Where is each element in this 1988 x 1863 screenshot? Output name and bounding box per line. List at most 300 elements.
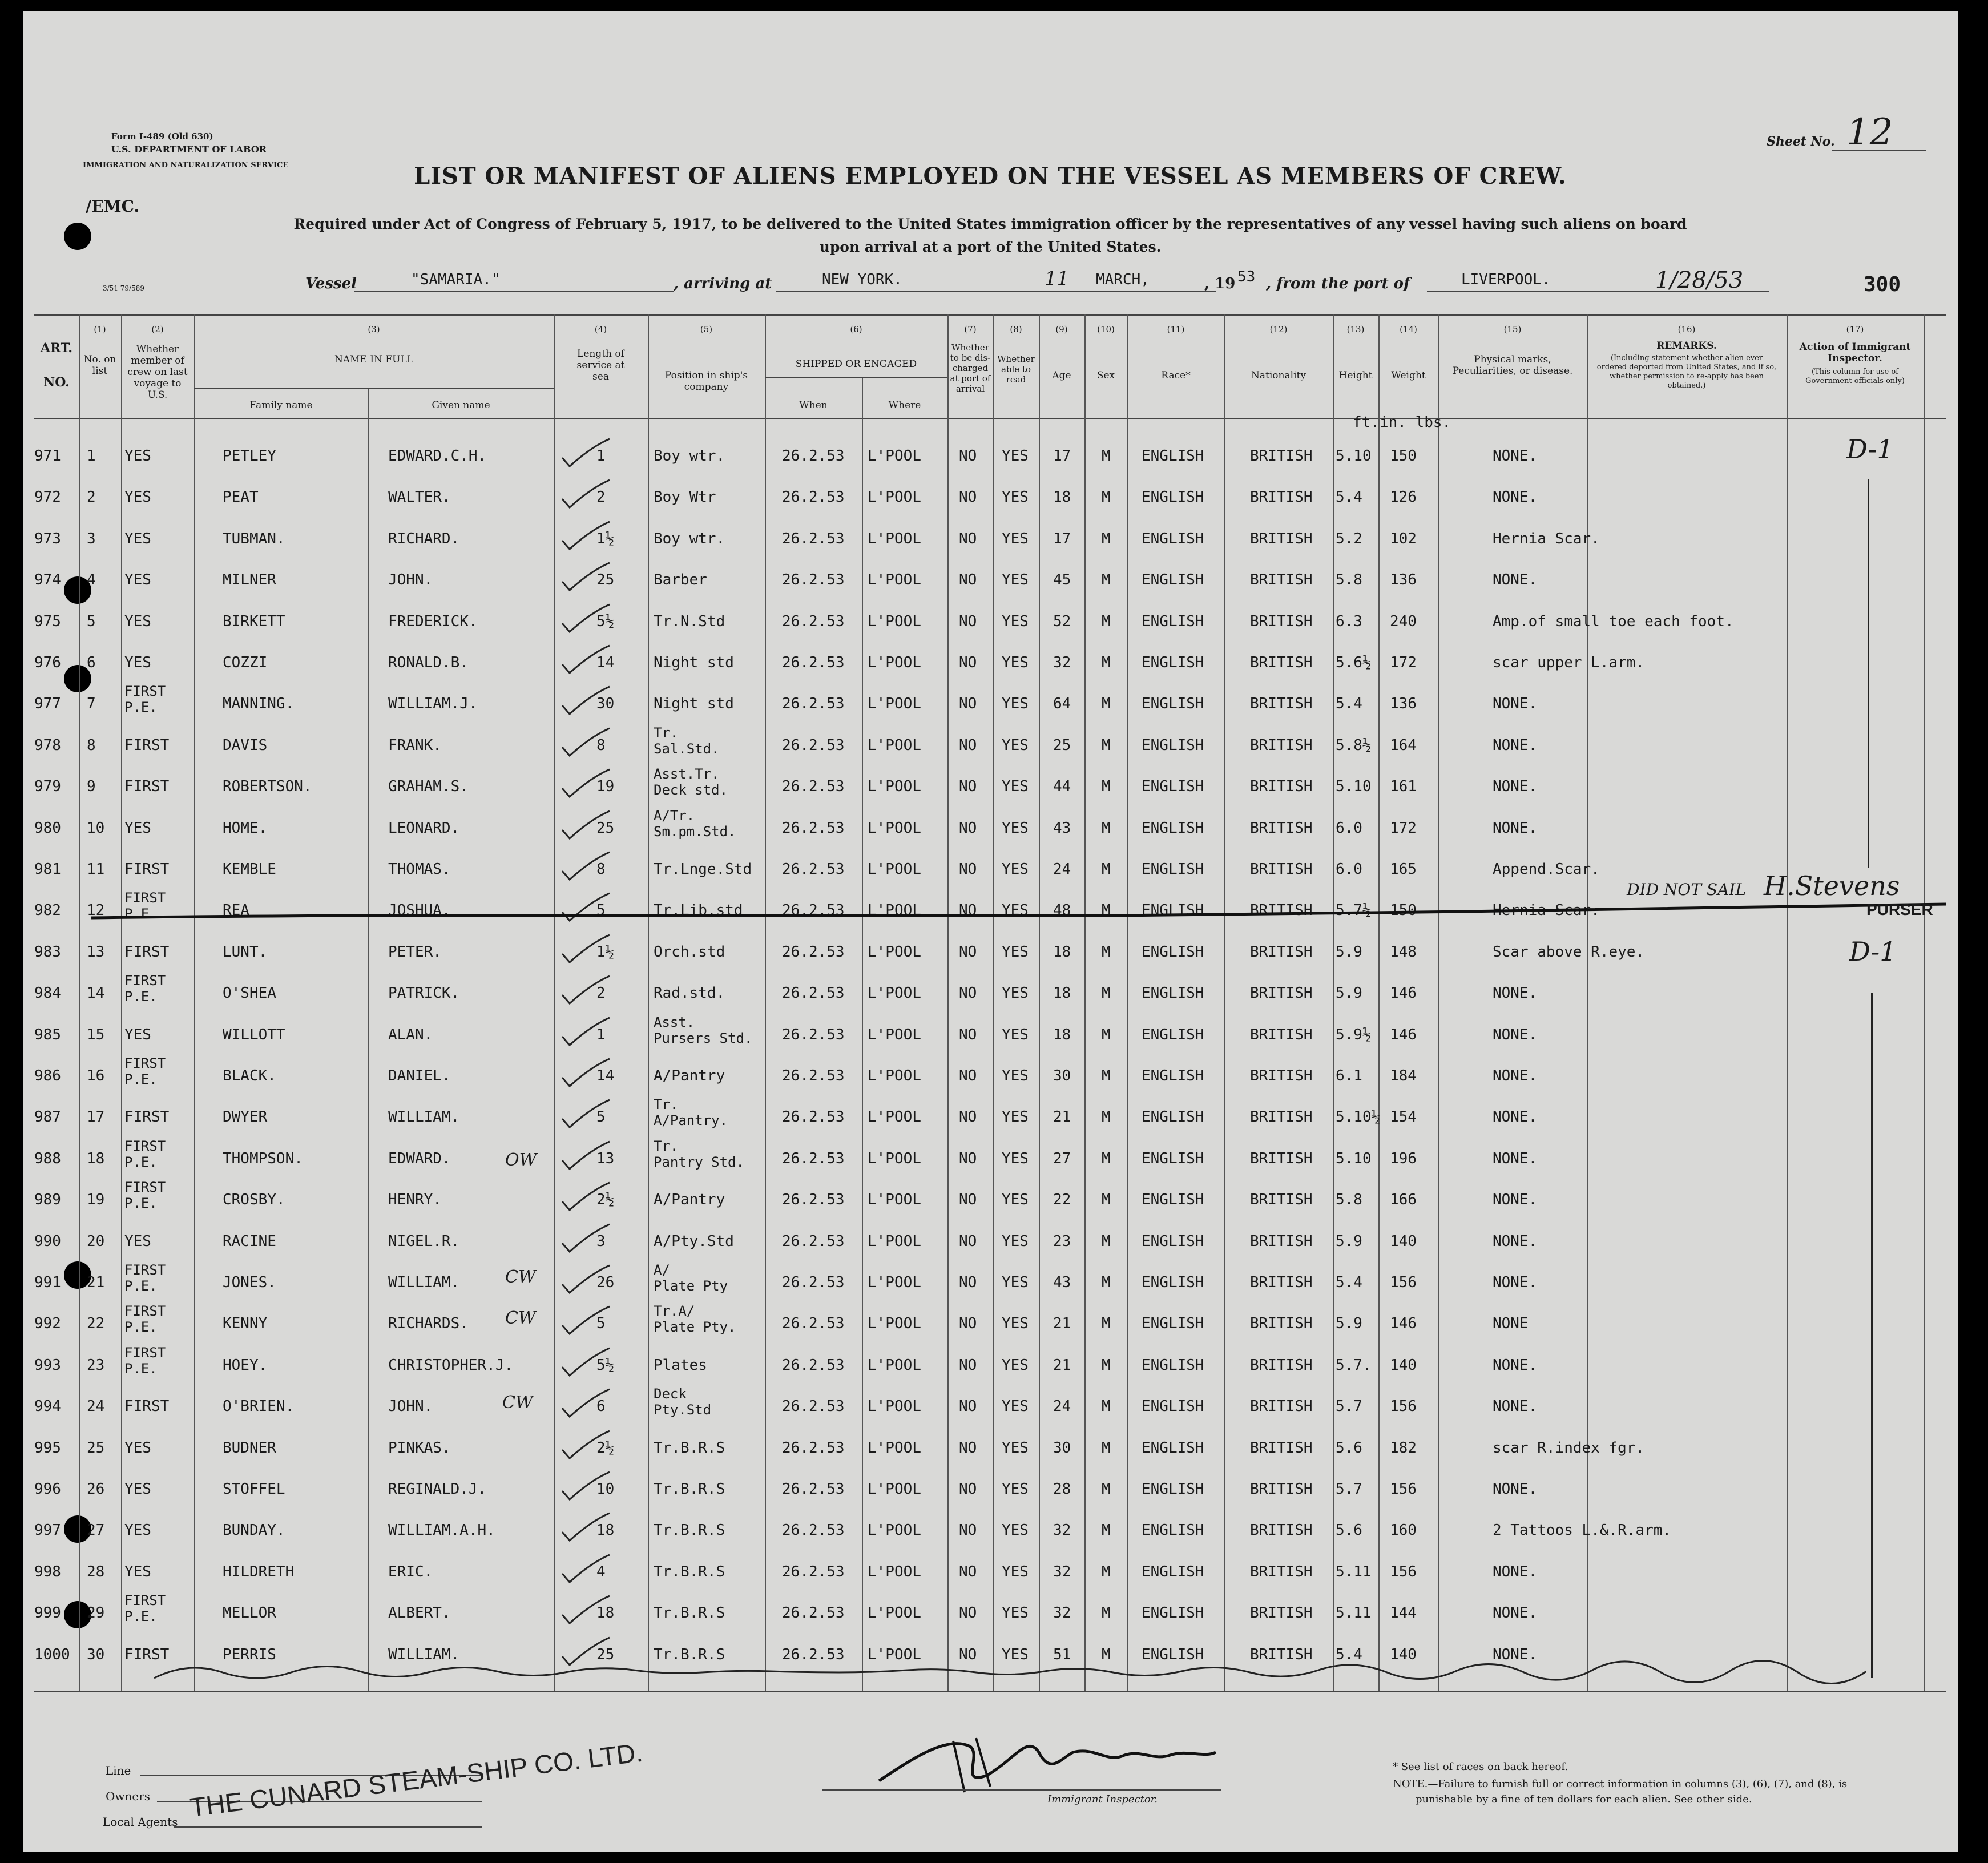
age-cell: 18 <box>1053 943 1071 961</box>
last-voyage-cell: YES <box>124 1563 151 1580</box>
able-to-read-cell: YES <box>1002 943 1029 961</box>
height-cell: 5.7 <box>1336 1398 1362 1416</box>
shipped-where-cell: L'POOL <box>868 1067 921 1084</box>
given-name-cell: FREDERICK. <box>388 612 478 630</box>
race-cell: ENGLISH <box>1142 1563 1204 1580</box>
printer-code: 3/51 79/589 <box>103 284 144 292</box>
nationality-cell: BRITISH <box>1250 654 1313 671</box>
family-name-cell: PERRIS <box>223 1646 276 1663</box>
age-cell: 17 <box>1053 447 1071 465</box>
art-number-cell: 995 <box>34 1439 61 1457</box>
given-name-cell: WILLIAM. <box>388 1108 460 1126</box>
shipped-where-cell: L'POOL <box>868 1398 921 1416</box>
last-voyage-cell: FIRST P.E. <box>124 1262 166 1294</box>
position-cell: Rad.std. <box>654 985 725 1002</box>
col-15-label: Physical marks, Peculiarities, or disease. <box>1452 354 1573 377</box>
weight-cell: 150 <box>1390 902 1417 920</box>
family-name-cell: O'SHEA <box>223 985 276 1002</box>
weight-cell: 140 <box>1390 1356 1417 1374</box>
race-cell: ENGLISH <box>1142 1108 1204 1126</box>
agent-stamp: THE CUNARD STEAM-SHIP CO. LTD. <box>188 1737 644 1822</box>
family-name-cell: PEAT <box>223 489 259 506</box>
art-number-cell: 975 <box>34 612 61 630</box>
col-17-sub: (This column for use of Government officials only) <box>1805 368 1905 385</box>
shipped-where-cell: L'POOL <box>868 571 921 589</box>
race-cell: ENGLISH <box>1142 1646 1204 1663</box>
service-name: IMMIGRATION AND NATURALIZATION SERVICE <box>83 161 289 170</box>
position-cell: Night std <box>654 654 734 671</box>
age-cell: 51 <box>1053 1646 1071 1663</box>
physical-marks-cell: NONE. <box>1493 1356 1538 1374</box>
units-label: ft.in. lbs. <box>1353 414 1451 431</box>
end-wavy-line <box>154 1655 1866 1689</box>
physical-marks-cell: NONE. <box>1493 489 1538 506</box>
sex-cell: M <box>1102 819 1111 837</box>
nationality-cell: BRITISH <box>1250 695 1313 713</box>
inspector-action-mid: D-1 <box>1849 936 1897 967</box>
table-row <box>23 1138 1958 1191</box>
check-mark-icon <box>559 521 611 555</box>
list-number-cell: 24 <box>87 1398 105 1416</box>
arrival-year: 53 <box>1237 268 1256 285</box>
physical-marks-cell: NONE. <box>1493 1232 1538 1250</box>
discharged-cell: NO <box>959 1274 977 1291</box>
race-cell: ENGLISH <box>1142 1274 1204 1291</box>
col-num-2: (2) <box>151 324 164 334</box>
family-name-cell: KEMBLE <box>223 861 276 878</box>
nationality-cell: BRITISH <box>1250 1315 1313 1333</box>
weight-cell: 182 <box>1390 1439 1417 1457</box>
last-voyage-cell: YES <box>124 571 151 589</box>
discharged-cell: NO <box>959 1563 977 1580</box>
check-mark-icon <box>559 438 611 472</box>
last-voyage-cell: FIRST <box>124 1646 170 1663</box>
art-number-cell: 1000 <box>34 1646 70 1663</box>
footer-line-label: Line <box>106 1764 131 1777</box>
nationality-cell: BRITISH <box>1250 778 1313 796</box>
family-name-cell: KENNY <box>223 1315 268 1333</box>
able-to-read-cell: YES <box>1002 819 1029 837</box>
family-name-cell: MANNING. <box>223 695 295 713</box>
table-row <box>23 944 1958 984</box>
table-row <box>23 1481 1958 1521</box>
art-number-cell: 971 <box>34 447 61 465</box>
given-name-cell: DANIEL. <box>388 1067 451 1084</box>
port-underline <box>776 291 1005 292</box>
art-number-cell: 997 <box>34 1522 61 1539</box>
inspector-signature <box>868 1724 1221 1798</box>
list-number-cell: 5 <box>87 612 96 630</box>
sex-cell: M <box>1102 1439 1111 1457</box>
table-row <box>23 1344 1958 1397</box>
given-name-cell: ALAN. <box>388 1026 433 1043</box>
check-mark-icon <box>559 1347 611 1381</box>
shipped-when-cell: 26.2.53 <box>782 1026 845 1043</box>
arriving-label: , arriving at <box>674 275 772 292</box>
action-bracket-top <box>1868 479 1869 868</box>
art-number-cell: 984 <box>34 985 61 1002</box>
age-cell: 18 <box>1053 489 1071 506</box>
col-2-label: Whether member of crew on last voyage to U.S. <box>127 344 188 401</box>
able-to-read-cell: YES <box>1002 695 1029 713</box>
height-cell: 6.0 <box>1336 819 1362 837</box>
position-cell: Boy Wtr <box>654 489 716 506</box>
vessel-underline <box>354 291 674 292</box>
age-cell: 17 <box>1053 530 1071 547</box>
last-voyage-cell: FIRST <box>124 861 170 878</box>
art-number-cell: 988 <box>34 1150 61 1167</box>
inspector-underline <box>822 1789 1221 1791</box>
shipped-when-cell: 26.2.53 <box>782 1604 845 1622</box>
shipped-where-cell: L'POOL <box>868 943 921 961</box>
position-cell: Tr.B.R.S <box>654 1646 725 1663</box>
shipped-where-cell: L'POOL <box>868 447 921 465</box>
position-cell: A/Pantry <box>654 1191 725 1209</box>
race-cell: ENGLISH <box>1142 1398 1204 1416</box>
check-mark-icon <box>559 1181 611 1216</box>
position-cell: Night std <box>654 695 734 713</box>
position-cell: Tr.B.R.S <box>654 1522 725 1539</box>
age-cell: 30 <box>1053 1439 1071 1457</box>
list-number-cell: 29 <box>87 1604 105 1622</box>
weight-cell: 136 <box>1390 571 1417 589</box>
position-cell: Tr.B.R.S <box>654 1604 725 1622</box>
able-to-read-cell: YES <box>1002 654 1029 671</box>
position-cell: Tr.B.R.S <box>654 1439 725 1457</box>
physical-marks-cell: NONE <box>1493 1315 1529 1333</box>
family-name-cell: BLACK. <box>223 1067 276 1084</box>
art-number-cell: 983 <box>34 943 61 961</box>
physical-marks-cell: NONE. <box>1493 695 1538 713</box>
list-number-cell: 28 <box>87 1563 105 1580</box>
list-number-cell: 12 <box>87 902 105 920</box>
col-num-16: (16) <box>1677 324 1696 334</box>
weight-cell: 148 <box>1390 943 1417 961</box>
table-row <box>23 489 1958 529</box>
family-name-cell: JONES. <box>223 1274 276 1291</box>
table-row <box>23 1564 1958 1604</box>
service-length-cell: 5 <box>596 902 606 920</box>
physical-marks-cell: NONE. <box>1493 778 1538 796</box>
shipped-where-cell: L'POOL <box>868 654 921 671</box>
last-voyage-cell: FIRST P.E. <box>124 1179 166 1212</box>
manifest-sheet <box>23 11 1958 1852</box>
height-cell: 5.6 <box>1336 1522 1362 1539</box>
shipped-when-cell: 26.2.53 <box>782 571 845 589</box>
list-number-cell: 4 <box>87 571 96 589</box>
weight-cell: 160 <box>1390 1522 1417 1539</box>
age-cell: 28 <box>1053 1481 1071 1498</box>
col-num-4: (4) <box>594 324 607 334</box>
weight-cell: 156 <box>1390 1481 1417 1498</box>
shipped-when-cell: 26.2.53 <box>782 1067 845 1084</box>
family-name-cell: REA <box>223 902 249 920</box>
col-4-label: Length of service at sea <box>576 348 625 382</box>
nationality-cell: BRITISH <box>1250 819 1313 837</box>
arrival-day: 11 <box>1045 267 1070 290</box>
art-number-cell: 994 <box>34 1398 61 1416</box>
given-name-cell: RICHARDS. <box>388 1315 469 1333</box>
sex-cell: M <box>1102 1232 1111 1250</box>
able-to-read-cell: YES <box>1002 736 1029 754</box>
art-number-cell: 993 <box>34 1356 61 1374</box>
family-name-cell: DWYER <box>223 1108 268 1126</box>
given-name-cell: JOHN. <box>388 1398 433 1416</box>
sex-cell: M <box>1102 1067 1111 1084</box>
service-length-cell: 5 <box>596 1108 606 1126</box>
art-number-cell: 996 <box>34 1481 61 1498</box>
given-name-cell: NIGEL.R. <box>388 1232 460 1250</box>
race-cell: ENGLISH <box>1142 985 1204 1002</box>
nationality-cell: BRITISH <box>1250 1439 1313 1457</box>
last-voyage-cell: FIRST P.E. <box>124 1303 166 1336</box>
check-mark-icon <box>559 1305 611 1340</box>
age-cell: 21 <box>1053 1315 1071 1333</box>
sex-cell: M <box>1102 654 1111 671</box>
given-name-cell: HENRY. <box>388 1191 442 1209</box>
subtitle-line-2: upon arrival at a port of the United States. <box>819 239 1162 255</box>
art-number-cell: 999 <box>34 1604 61 1622</box>
art-number-cell: 989 <box>34 1191 61 1209</box>
check-mark-icon <box>559 727 611 761</box>
family-name-cell: PETLEY <box>223 447 276 465</box>
height-cell: 5.4 <box>1336 489 1362 506</box>
check-mark-icon <box>559 1264 611 1299</box>
shipped-when-cell: 26.2.53 <box>782 654 845 671</box>
service-length-cell: 8 <box>596 736 606 754</box>
sex-cell: M <box>1102 571 1111 589</box>
sex-cell: M <box>1102 1026 1111 1043</box>
art-number-cell: 972 <box>34 489 61 506</box>
race-cell: ENGLISH <box>1142 489 1204 506</box>
table-row <box>23 1262 1958 1314</box>
given-name-cell: LEONARD. <box>388 819 460 837</box>
age-cell: 32 <box>1053 1522 1071 1539</box>
position-cell: Tr.Lnge.Std <box>654 861 752 878</box>
family-name-cell: LUNT. <box>223 943 268 961</box>
col-num-9: (9) <box>1055 324 1068 334</box>
last-voyage-cell: YES <box>124 819 151 837</box>
last-voyage-cell: FIRST <box>124 943 170 961</box>
service-length-cell: 26 <box>596 1274 615 1291</box>
last-voyage-cell: FIRST P.E. <box>124 683 166 716</box>
race-cell: ENGLISH <box>1142 1191 1204 1209</box>
given-name-cell: PETER. <box>388 943 442 961</box>
able-to-read-cell: YES <box>1002 1067 1029 1084</box>
shipped-when-cell: 26.2.53 <box>782 819 845 837</box>
art-number-cell: 982 <box>34 902 61 920</box>
department: U.S. DEPARTMENT OF LABOR <box>111 144 267 155</box>
service-length-cell: 18 <box>596 1522 615 1539</box>
able-to-read-cell: YES <box>1002 985 1029 1002</box>
able-to-read-cell: YES <box>1002 902 1029 920</box>
table-top <box>34 314 1946 316</box>
shipped-where-cell: L'POOL <box>868 530 921 547</box>
list-number-cell: 27 <box>87 1522 105 1539</box>
race-cell: ENGLISH <box>1142 1067 1204 1084</box>
strike-line <box>91 896 1946 930</box>
position-cell: A/Pantry <box>654 1067 725 1084</box>
weight-cell: 164 <box>1390 736 1417 754</box>
age-cell: 23 <box>1053 1232 1071 1250</box>
sex-cell: M <box>1102 695 1111 713</box>
position-cell: Deck Pty.Std <box>654 1386 712 1418</box>
sex-cell: M <box>1102 943 1111 961</box>
nationality-cell: BRITISH <box>1250 1563 1313 1580</box>
service-length-cell: 5½ <box>596 1356 615 1374</box>
col-3-label: NAME IN FULL <box>334 354 414 365</box>
race-cell: ENGLISH <box>1142 902 1204 920</box>
table-row <box>23 448 1958 488</box>
able-to-read-cell: YES <box>1002 1356 1029 1374</box>
table-row <box>23 1592 1958 1645</box>
inspector-action-top: D-1 <box>1846 434 1894 465</box>
shipped-when-cell: 26.2.53 <box>782 1108 845 1126</box>
shipped-where-cell: L'POOL <box>868 861 921 878</box>
physical-marks-cell: NONE. <box>1493 819 1538 837</box>
able-to-read-cell: YES <box>1002 1191 1029 1209</box>
check-mark-icon <box>559 644 611 679</box>
shipped-when-cell: 26.2.53 <box>782 902 845 920</box>
height-cell: 5.6 <box>1336 1439 1362 1457</box>
family-name-cell: BIRKETT <box>223 612 285 630</box>
col-6-when: When <box>799 400 828 411</box>
last-voyage-cell: YES <box>124 447 151 465</box>
position-cell: Tr.A/ Plate Pty. <box>654 1303 736 1336</box>
age-cell: 32 <box>1053 1563 1071 1580</box>
nationality-cell: BRITISH <box>1250 943 1313 961</box>
table-row <box>23 1233 1958 1273</box>
art-number-cell: 973 <box>34 530 61 547</box>
race-cell: ENGLISH <box>1142 861 1204 878</box>
cw-mark: CW <box>505 1308 536 1328</box>
service-length-cell: 14 <box>596 1067 615 1084</box>
shipped-when-cell: 26.2.53 <box>782 1481 845 1498</box>
position-cell: Tr. Pantry Std. <box>654 1138 744 1170</box>
col-16-label: REMARKS. <box>1656 340 1717 352</box>
sex-cell: M <box>1102 861 1111 878</box>
from-port: LIVERPOOL. <box>1461 271 1551 288</box>
physical-marks-cell: NONE. <box>1493 1108 1538 1126</box>
age-cell: 27 <box>1053 1150 1071 1167</box>
list-number-cell: 10 <box>87 819 105 837</box>
sex-cell: M <box>1102 612 1111 630</box>
sex-cell: M <box>1102 1398 1111 1416</box>
col-3-given: Given name <box>432 400 490 411</box>
list-number-cell: 14 <box>87 985 105 1002</box>
art-number-cell: 991 <box>34 1274 61 1291</box>
shipped-when-cell: 26.2.53 <box>782 861 845 878</box>
last-voyage-cell: FIRST <box>124 1398 170 1416</box>
weight-cell: 196 <box>1390 1150 1417 1167</box>
sex-cell: M <box>1102 1191 1111 1209</box>
last-voyage-cell: FIRST P.E. <box>124 973 166 1005</box>
last-voyage-cell: YES <box>124 530 151 547</box>
shipped-where-cell: L'POOL <box>868 1108 921 1126</box>
able-to-read-cell: YES <box>1002 1481 1029 1498</box>
page-title: LIST OR MANIFEST OF ALIENS EMPLOYED ON THE VESSEL AS MEMBERS OF CREW. <box>414 163 1567 189</box>
nationality-cell: BRITISH <box>1250 1481 1313 1498</box>
shipped-where-cell: L'POOL <box>868 695 921 713</box>
age-cell: 24 <box>1053 1398 1071 1416</box>
shipped-where-cell: L'POOL <box>868 1026 921 1043</box>
shipped-when-cell: 26.2.53 <box>782 1150 845 1167</box>
race-cell: ENGLISH <box>1142 447 1204 465</box>
cw-mark: OW <box>505 1150 537 1170</box>
weight-cell: 126 <box>1390 489 1417 506</box>
age-cell: 64 <box>1053 695 1071 713</box>
discharged-cell: NO <box>959 571 977 589</box>
art-number-cell: 985 <box>34 1026 61 1043</box>
given-name-cell: THOMAS. <box>388 861 451 878</box>
list-number-cell: 19 <box>87 1191 105 1209</box>
able-to-read-cell: YES <box>1002 1232 1029 1250</box>
race-cell: ENGLISH <box>1142 819 1204 837</box>
col-num-8: (8) <box>1010 324 1022 334</box>
discharged-cell: NO <box>959 1604 977 1622</box>
shipped-when-cell: 26.2.53 <box>782 1522 845 1539</box>
check-mark-icon <box>559 1554 611 1588</box>
able-to-read-cell: YES <box>1002 1026 1029 1043</box>
shipped-where-cell: L'POOL <box>868 1439 921 1457</box>
height-cell: 5.11 <box>1336 1563 1372 1580</box>
age-cell: 32 <box>1053 1604 1071 1622</box>
last-voyage-cell: YES <box>124 1481 151 1498</box>
table-row <box>23 683 1958 736</box>
vessel-name: "SAMARIA." <box>411 271 501 288</box>
check-mark-icon <box>559 975 611 1009</box>
cw-mark: CW <box>502 1393 533 1413</box>
physical-marks-cell: NONE. <box>1493 1563 1538 1580</box>
able-to-read-cell: YES <box>1002 1315 1029 1333</box>
discharged-cell: NO <box>959 530 977 547</box>
shipped-when-cell: 26.2.53 <box>782 985 845 1002</box>
discharged-cell: NO <box>959 1026 977 1043</box>
age-cell: 24 <box>1053 861 1071 878</box>
discharged-cell: NO <box>959 1150 977 1167</box>
given-name-cell: WILLIAM. <box>388 1646 460 1663</box>
list-number-cell: 3 <box>87 530 96 547</box>
family-name-cell: TUBMAN. <box>223 530 285 547</box>
col-10-label: Sex <box>1096 370 1115 381</box>
able-to-read-cell: YES <box>1002 1150 1029 1167</box>
weight-cell: 172 <box>1390 819 1417 837</box>
given-name-cell: EDWARD. <box>388 1150 451 1167</box>
age-cell: 21 <box>1053 1356 1071 1374</box>
check-mark-icon <box>559 851 611 885</box>
family-name-cell: CROSBY. <box>223 1191 285 1209</box>
height-cell: 6.3 <box>1336 612 1362 630</box>
age-cell: 52 <box>1053 612 1071 630</box>
table-row <box>23 766 1958 818</box>
col-num-5: (5) <box>700 324 713 334</box>
shipped-when-cell: 26.2.53 <box>782 1398 845 1416</box>
shipped-where-cell: L'POOL <box>868 1191 921 1209</box>
physical-marks-cell: Append.Scar. <box>1493 861 1600 878</box>
position-cell: Tr.Lib.std <box>654 902 743 920</box>
discharged-cell: NO <box>959 902 977 920</box>
check-mark-icon <box>559 1140 611 1175</box>
nationality-cell: BRITISH <box>1250 861 1313 878</box>
list-number-cell: 22 <box>87 1315 105 1333</box>
last-voyage-cell: FIRST <box>124 778 170 796</box>
list-number-cell: 17 <box>87 1108 105 1126</box>
race-cell: ENGLISH <box>1142 530 1204 547</box>
discharged-cell: NO <box>959 1191 977 1209</box>
height-cell: 5.7½ <box>1336 902 1372 920</box>
discharged-cell: NO <box>959 943 977 961</box>
race-cell: ENGLISH <box>1142 778 1204 796</box>
